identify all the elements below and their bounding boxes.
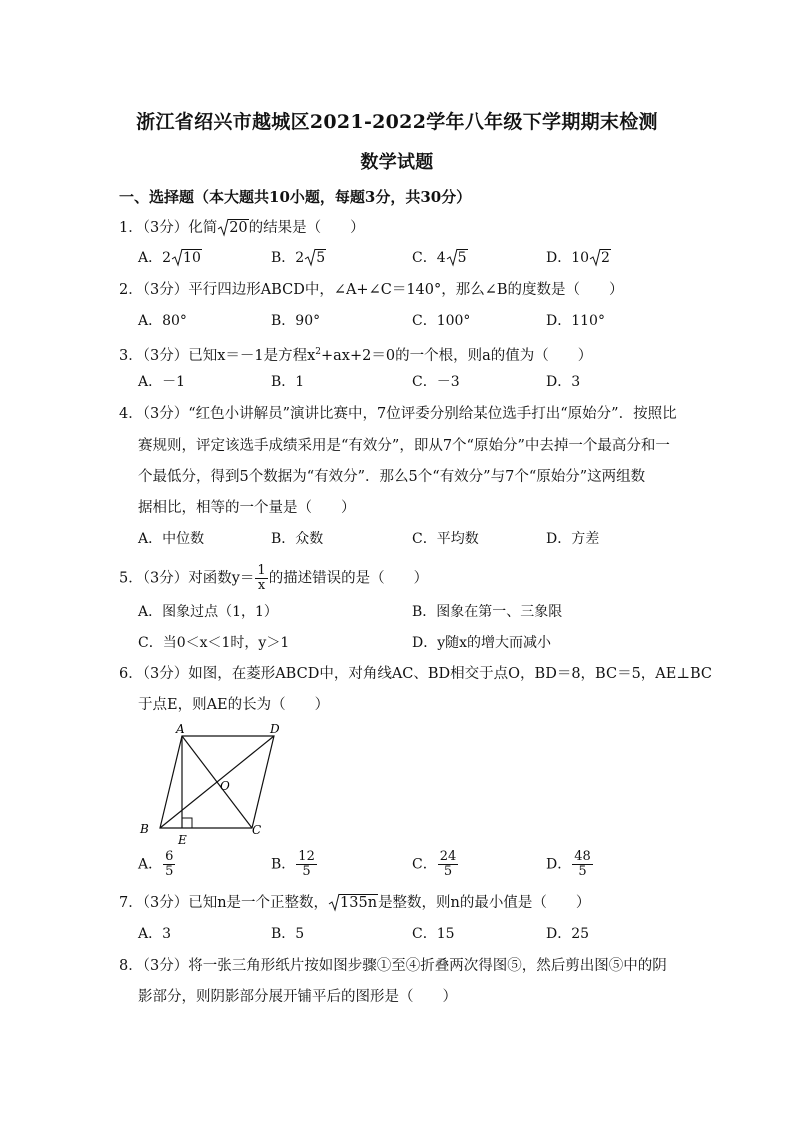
q6-c-fraction: [438, 850, 459, 879]
q1-b-radicand: 5: [316, 250, 326, 266]
right-angle-mark: [182, 818, 192, 828]
q6-b-denominator: 5: [302, 864, 311, 879]
q1-radical: [217, 218, 248, 238]
q7-text-b: 是整数，则n的最小值是（ ）: [378, 895, 591, 911]
q3-text-b: +ax+2＝0的一个根，则a的值为（ ）: [321, 347, 593, 364]
q2-option-c: C．100°: [412, 313, 471, 329]
label-a: A: [176, 722, 185, 736]
question-4-line-3: 个最低分，得到5个数据为“有效分”．那么5个“有效分”与7个“原始分”这两组数: [138, 469, 646, 485]
q1-c-radicand: 5: [457, 250, 467, 266]
q1-d-radicand: 2: [601, 250, 610, 266]
q5-text-b: 的描述错误的是（ ）: [268, 570, 429, 587]
q7-option-c: C．15: [412, 926, 455, 942]
q3-option-d: D．3: [546, 374, 581, 390]
section-heading: 一、选择题（本大题共10小题，每题3分，共30分）: [119, 188, 472, 206]
exam-subtitle: 数学试题: [360, 152, 434, 173]
q5-text-a: 5．（3分）对函数y＝: [119, 570, 255, 587]
q5-option-b: B．图象在第一、三象限: [412, 604, 563, 620]
q6-c-prefix: C．: [412, 856, 437, 873]
q1-a-radicand: 10: [183, 250, 201, 266]
q1-option-a: [138, 248, 202, 268]
q1-d-radical: [589, 248, 611, 268]
q7-option-d: D．25: [546, 926, 590, 942]
q6-option-c: [412, 850, 459, 879]
q6-d-fraction: [572, 850, 593, 879]
q4-option-a: A．中位数: [138, 531, 205, 547]
q5-option-c: C．当0＜x＜1时，y＞1: [138, 635, 290, 651]
q6-a-prefix: A．: [138, 856, 163, 873]
question-3-stem: [119, 342, 592, 366]
q1-option-d: [546, 248, 611, 268]
q1-option-b: [271, 248, 326, 268]
q2-option-a: A．80°: [138, 313, 187, 329]
q5-option-a: A．图象过点（1，1）: [138, 604, 278, 620]
question-5-stem: [119, 564, 428, 593]
rhombus-figure: [132, 722, 292, 848]
q1-b-coef: B．2: [271, 250, 305, 266]
question-6-line-2: 于点E，则AE的长为（ ）: [138, 697, 330, 713]
label-d: D: [270, 722, 280, 736]
q1-text-a: 1．（3分）化简: [119, 220, 218, 236]
q4-option-d: D．方差: [546, 531, 600, 547]
q6-option-d: [546, 850, 594, 879]
q6-d-denominator: 5: [578, 864, 587, 879]
q5-numerator: 1: [257, 563, 266, 578]
q6-option-a: [138, 850, 176, 879]
exam-title: 浙江省绍兴市越城区2021-2022学年八年级下学期期末检测: [136, 111, 658, 133]
q6-c-numerator: 24: [439, 849, 457, 864]
question-8-line-2: 影部分，则阴影部分展开铺平后的图形是（ ）: [138, 989, 457, 1005]
q5-option-d: D．y随x的增大而减小: [412, 635, 552, 651]
q3-text-a: 3．（3分）已知x＝－1是方程x: [119, 347, 316, 364]
label-c: C: [252, 823, 262, 837]
q4-option-b: B．众数: [271, 531, 324, 547]
label-e: E: [178, 833, 187, 847]
label-o: O: [220, 779, 230, 793]
question-2-stem: 2．（3分）平行四边形ABCD中，∠A+∠C＝140°，那么∠B的度数是（ ）: [119, 282, 624, 298]
q1-b-radical: [304, 248, 326, 268]
diagonal-bd: [160, 736, 274, 828]
q3-exponent: 2: [315, 347, 322, 357]
q6-option-b: [271, 850, 318, 879]
question-4-line-2: 赛规则，评定该选手成绩采用是“有效分”，即从7个“原始分”中去掉一个最高分和一: [138, 438, 670, 454]
q1-option-c: [412, 248, 468, 268]
q7-option-b: B．5: [271, 926, 305, 942]
q6-b-fraction: [296, 850, 317, 879]
q7-radical: [328, 893, 378, 913]
q3-option-c: C．－3: [412, 374, 460, 390]
q1-d-coef: D．10: [546, 250, 590, 266]
q1-a-coef: A．2: [138, 250, 172, 266]
q7-option-a: A．3: [138, 926, 172, 942]
q6-a-fraction: [163, 850, 175, 879]
label-b: B: [140, 822, 149, 836]
q2-option-d: D．110°: [546, 313, 605, 329]
q5-fraction: [255, 564, 267, 593]
q6-a-denominator: 5: [165, 864, 174, 879]
q1-radicand: 20: [229, 220, 248, 236]
q6-b-numerator: 12: [298, 849, 315, 864]
q6-d-prefix: D．: [546, 856, 572, 873]
q6-b-prefix: B．: [271, 856, 296, 873]
question-7-stem: [119, 893, 590, 913]
q7-text-a: 7．（3分）已知n是一个正整数，: [119, 895, 329, 911]
q2-option-b: B．90°: [271, 313, 321, 329]
question-6-line-1: 6．（3分）如图，在菱形ABCD中，对角线AC、BD相交于点O，BD＝8，BC＝5，AE⊥BC: [119, 666, 713, 682]
question-4-line-1: 4．（3分）“红色小讲解员”演讲比赛中，7位评委分别给某位选手打出“原始分”．按照比: [119, 406, 677, 422]
q7-radicand: 135n: [340, 895, 378, 911]
q1-a-radical: [171, 248, 202, 268]
q3-option-a: A．－1: [138, 374, 186, 390]
q1-c-radical: [446, 248, 468, 268]
q4-option-c: C．平均数: [412, 531, 479, 547]
q1-text-b: 的结果是（ ）: [248, 220, 365, 236]
q6-c-denominator: 5: [443, 864, 453, 879]
q1-c-coef: C．4: [412, 250, 446, 266]
q6-d-numerator: 48: [574, 849, 591, 864]
q3-option-b: B．1: [271, 374, 305, 390]
q5-denominator: x: [257, 578, 266, 593]
question-8-line-1: 8．（3分）将一张三角形纸片按如图步骤①至④折叠两次得图⑤，然后剪出图⑤中的阴: [119, 958, 667, 974]
question-4-line-4: 据相比，相等的一个量是（ ）: [138, 500, 356, 516]
question-1-stem: [119, 218, 365, 238]
q6-a-numerator: 6: [165, 849, 174, 864]
